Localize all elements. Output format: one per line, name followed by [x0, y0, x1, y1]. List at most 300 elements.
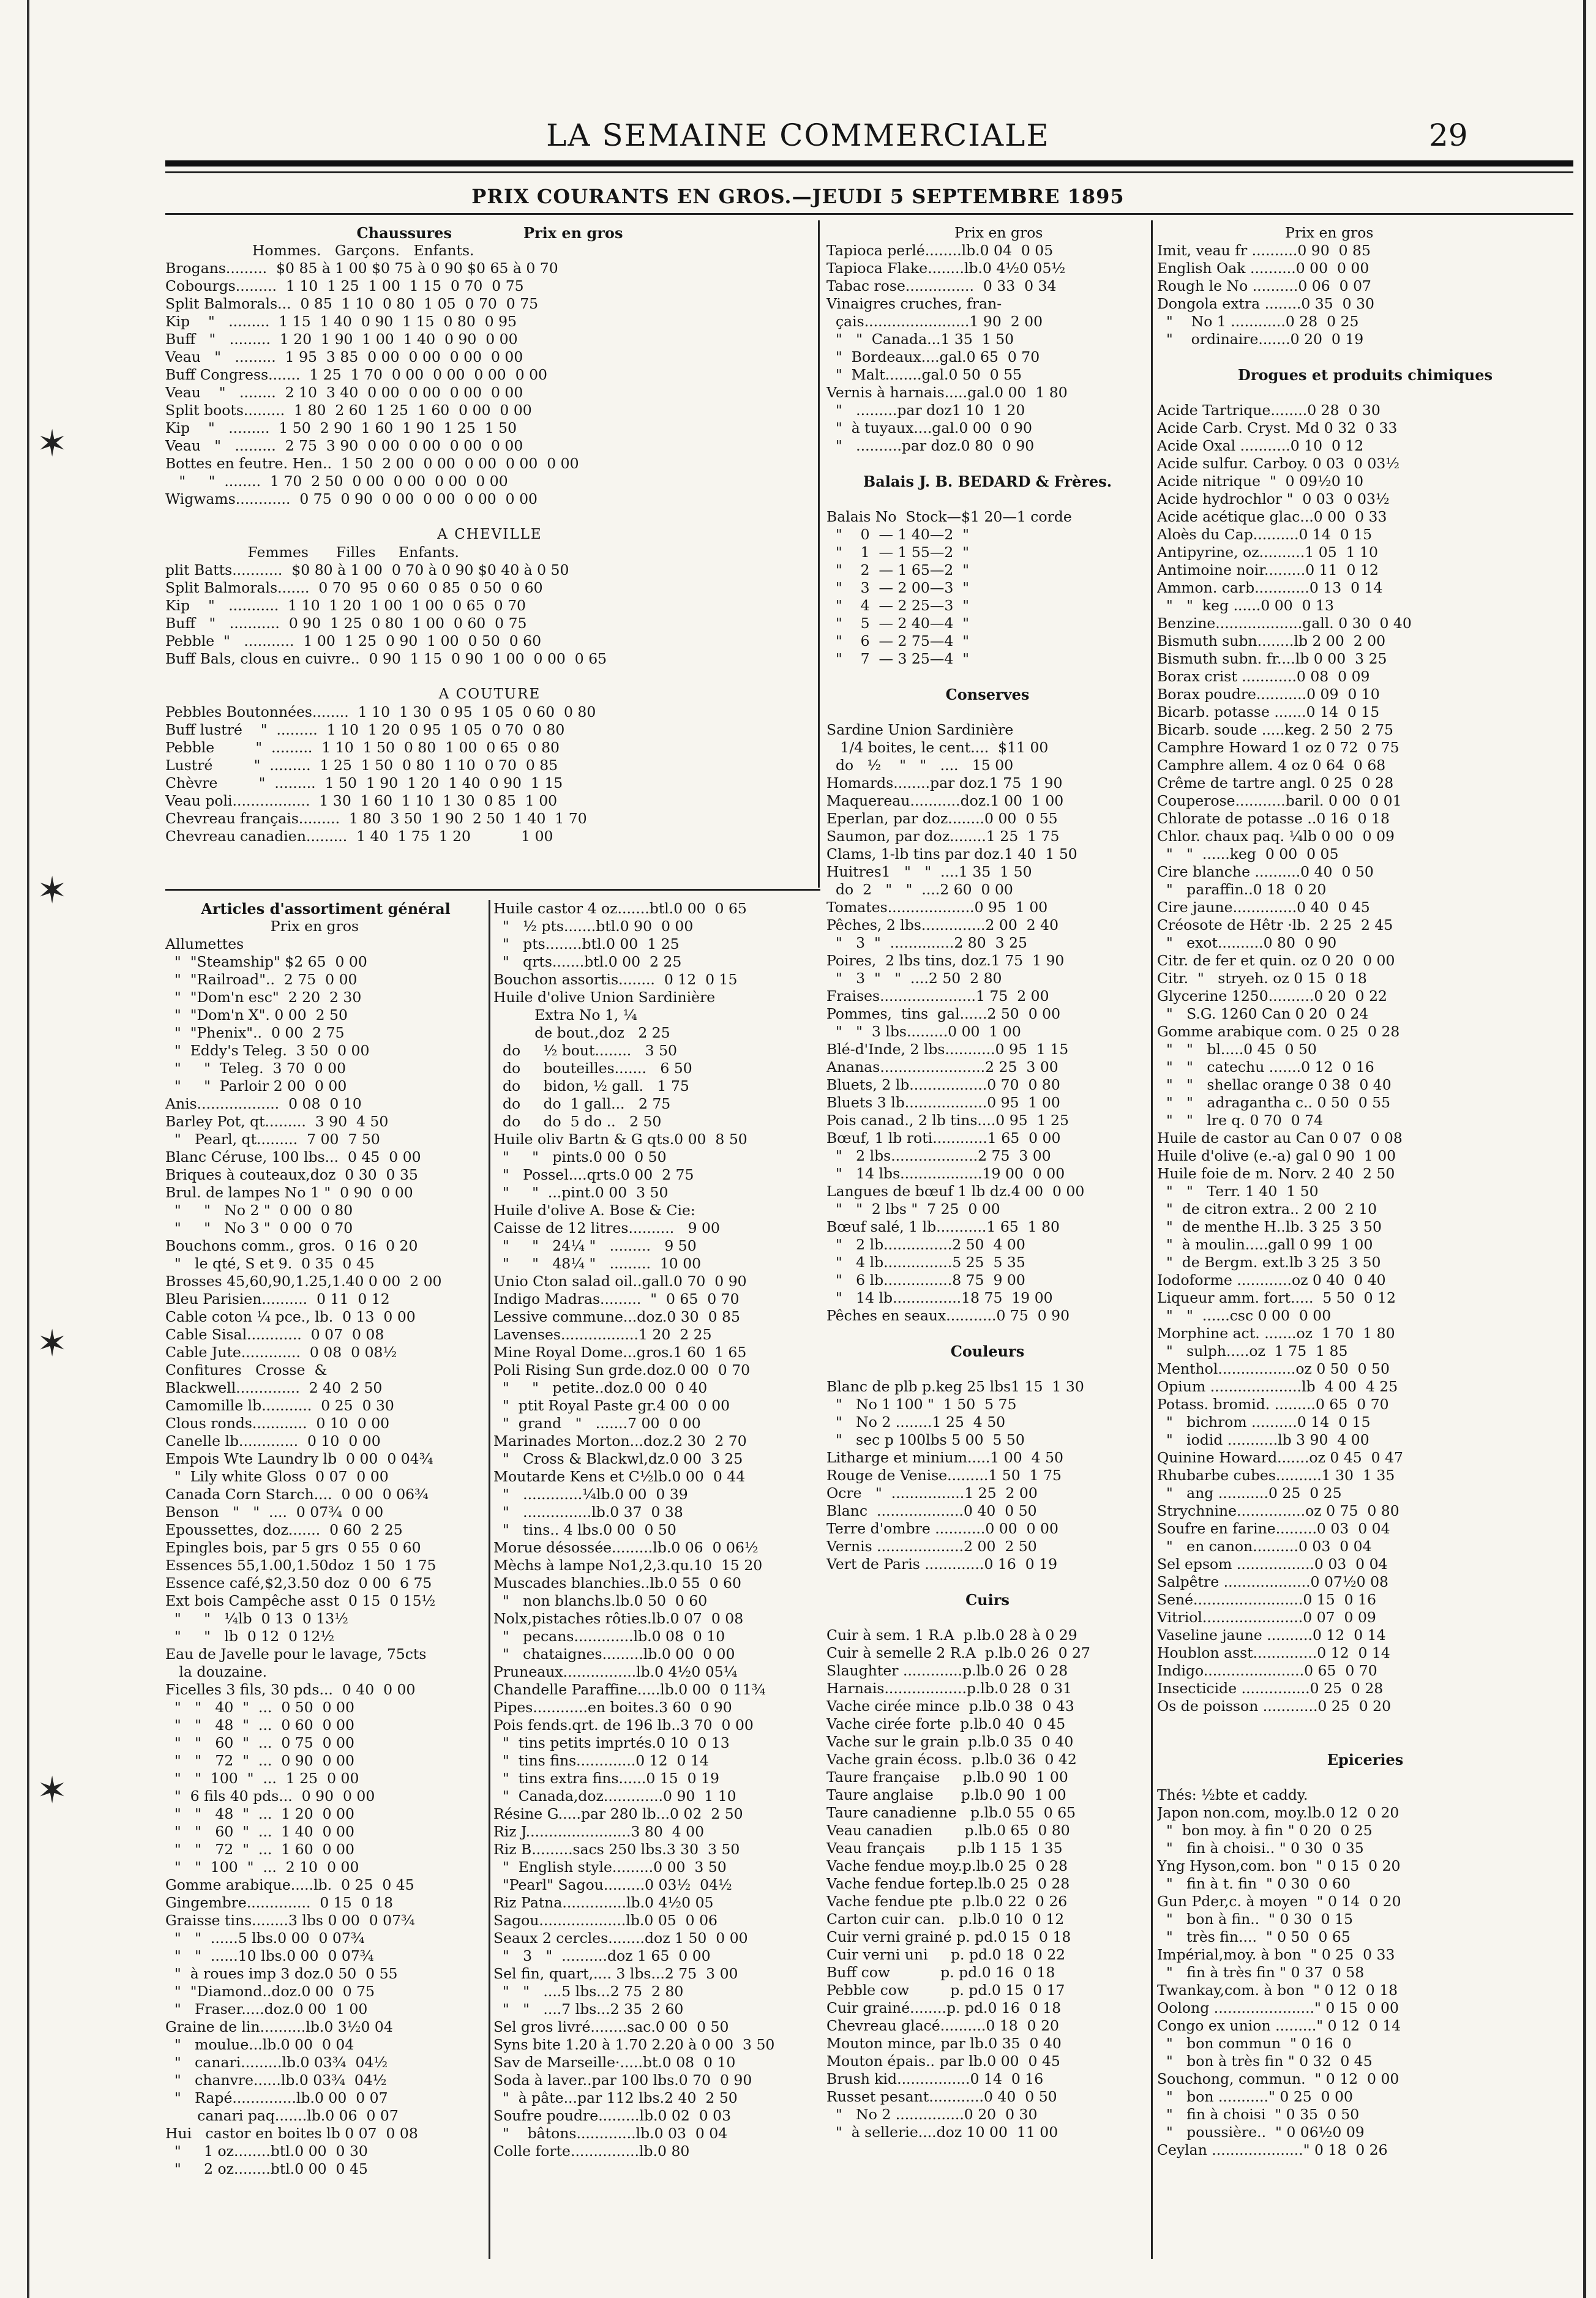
price-line: " de citron extra.. 2 00 2 10 — [1157, 1200, 1377, 1218]
price-line: Empois Wte Laundry lb 0 00 0 04¾ — [165, 1450, 433, 1467]
price-line: Acide acétique glac...0 00 0 33 — [1157, 508, 1387, 525]
price-line: " à sellerie....doz 10 00 11 00 — [826, 2124, 1058, 2141]
price-line: Huile oliv Bartn & G qts.0 00 8 50 — [493, 1131, 747, 1148]
price-line: " fin à t. fin " 0 30 0 60 — [1157, 1875, 1351, 1892]
price-line — [826, 1360, 1148, 1378]
price-line: Chlor. chaux paq. ¼lb 0 00 0 09 — [1157, 828, 1395, 845]
price-line: Vaseline jaune ..........0 12 0 14 — [1157, 1626, 1386, 1644]
price-line: Balais No Stock—$1 20—1 corde — [826, 508, 1072, 525]
price-line: do bidon, ½ gall. 1 75 — [493, 1077, 689, 1095]
price-line: Muscades blanchies..lb.0 55 0 60 — [493, 1574, 741, 1592]
section-heading: Couleurs — [950, 1342, 1025, 1360]
price-line: " No 1 ............0 28 0 25 — [1157, 313, 1359, 330]
price-line: Sel fin, quart,.... 3 lbs...2 75 3 00 — [493, 1965, 738, 1982]
price-line: Anis.................. 0 08 0 10 — [165, 1095, 362, 1112]
price-line: " de Bergm. ext.lb 3 25 3 50 — [1157, 1254, 1381, 1271]
header-rule-thin — [165, 171, 1573, 173]
price-line: Wigwams............ 0 75 0 90 0 00 0 00 0 00 0 00 — [165, 490, 538, 507]
price-line: Os de poisson ............0 25 0 20 — [1157, 1697, 1392, 1715]
price-line: Bouchon assortis........ 0 12 0 15 — [493, 971, 738, 988]
price-line: Chlorate de potasse ..0 16 0 18 — [1157, 810, 1390, 827]
price-line: " non blanchs.lb.0 50 0 60 — [493, 1592, 708, 1609]
price-line: " 6 fils 40 pds... 0 90 0 00 — [165, 1787, 375, 1805]
price-line: Eperlan, par doz........0 00 0 55 — [826, 810, 1058, 827]
price-line: " poussière.. " 0 06½0 09 — [1157, 2124, 1365, 2141]
price-line: " à pâte...par 112 lbs.2 40 2 50 — [493, 2089, 738, 2106]
price-line: " " No 2 " 0 00 0 80 — [165, 1202, 353, 1219]
price-line: do 2 " " ....2 60 0 00 — [826, 881, 1013, 898]
price-line: Poires, 2 lbs tins, doz.1 75 1 90 — [826, 952, 1065, 969]
page-right-border — [1583, 0, 1586, 2298]
price-line: " "Phenix".. 0 00 2 75 — [165, 1024, 345, 1041]
price-line: Kip " ......... 1 50 2 90 1 60 1 90 1 25 1 50 — [165, 419, 517, 436]
price-line: Pebble " ........... 1 00 1 25 0 90 1 00 0 50 0 60 — [165, 632, 542, 649]
price-line: Prix en gros — [1157, 224, 1374, 241]
price-line: Cuir verni uni p. pd.0 18 0 22 — [826, 1946, 1066, 1963]
price-line: Pois canad., 2 lb tins....0 95 1 25 — [826, 1112, 1069, 1129]
price-line: Maquereau...........doz.1 00 1 00 — [826, 792, 1064, 809]
price-line: " à tuyaux....gal.0 00 0 90 — [826, 419, 1032, 436]
price-line: Rouge de Venise.........1 50 1 75 — [826, 1467, 1062, 1484]
price-line: " bâtons.............lb.0 03 0 04 — [493, 2125, 728, 2142]
price-line — [165, 668, 814, 686]
price-line: " " 3 lbs.........0 00 1 00 — [826, 1023, 1021, 1040]
price-line: " bon à fin.. " 0 30 0 15 — [1157, 1911, 1353, 1928]
price-line: " 2 — 1 65—2 " — [826, 561, 970, 578]
price-line: Veau canadien p.lb.0 65 0 80 — [826, 1822, 1070, 1839]
price-line: Acide sulfur. Carboy. 0 03 0 03½ — [1157, 455, 1400, 472]
price-line: Cuir verni grainé p. pd.0 15 0 18 — [826, 1928, 1071, 1945]
price-line: Taure canadienne p.lb.0 55 0 65 — [826, 1804, 1076, 1821]
price-line: Pebble " ......... 1 10 1 50 0 80 1 00 0 65 0 80 — [165, 739, 560, 756]
price-line: " " 60 " ... 1 40 0 00 — [165, 1823, 354, 1840]
price-line: Carton cuir can. p.lb.0 10 0 12 — [826, 1911, 1065, 1928]
price-line: Bicarb. potasse .......0 14 0 15 — [1157, 703, 1380, 720]
price-line: " " ....5 lbs...2 75 2 80 — [493, 1983, 684, 2000]
price-line: Langues de bœuf 1 lb dz.4 00 0 00 — [826, 1183, 1085, 1200]
price-line: " bon moy. à fin " 0 20 0 25 — [1157, 1822, 1373, 1839]
price-line: Salpêtre ...................0 07½0 08 — [1157, 1573, 1388, 1590]
price-line: " " ....7 lbs...2 35 2 60 — [493, 2000, 684, 2018]
price-line: " "Railroad".. 2 75 0 00 — [165, 971, 358, 988]
price-line: de bout.,doz 2 25 — [493, 1024, 670, 1041]
price-line: " " ......5 lbs.0 00 0 07¾ — [165, 1929, 365, 1947]
price-line: " à moulin.....gall 0 99 1 00 — [1157, 1236, 1373, 1253]
price-line: Liqueur amm. fort..... 5 50 0 12 — [1157, 1289, 1396, 1306]
price-line: " 2 lb...............2 50 4 00 — [826, 1236, 1025, 1253]
price-line: Sel epsom .................0 03 0 04 — [1157, 1555, 1388, 1573]
price-line: Cable Jute............. 0 08 0 08½ — [165, 1344, 397, 1361]
price-line: " tins fins.............0 12 0 14 — [493, 1752, 709, 1769]
price-line: Camomille lb........... 0 25 0 30 — [165, 1397, 394, 1414]
price-line: Ext bois Campêche asst 0 15 0 15½ — [165, 1592, 436, 1609]
price-line — [826, 1325, 1148, 1342]
price-line: Cuir grainé........p. pd.0 16 0 18 — [826, 1999, 1062, 2016]
price-line: " 5 — 2 40—4 " — [826, 615, 970, 632]
price-line: " fin à choisi.. " 0 30 0 35 — [1157, 1840, 1364, 1857]
price-line: Strychnine...............oz 0 75 0 80 — [1157, 1502, 1399, 1519]
price-line: Vernis ...................2 00 2 50 — [826, 1538, 1037, 1555]
price-line: Morue désossée.........lb.0 06 0 06½ — [493, 1539, 759, 1556]
price-line: la douzaine. — [165, 1663, 268, 1680]
price-line: " " keg ......0 00 0 13 — [1157, 597, 1334, 614]
price-line: " bon à très fin " 0 32 0 45 — [1157, 2053, 1373, 2070]
price-line: Bottes en feutre. Hen.. 1 50 2 00 0 00 0 00 0 00 0 00 — [165, 455, 579, 472]
price-line: do bouteilles....... 6 50 — [493, 1060, 692, 1077]
price-line: Veau français p.lb 1 15 1 35 — [826, 1840, 1063, 1857]
price-line: " .........par doz1 10 1 20 — [826, 402, 1025, 419]
page-title: LA SEMAINE COMMERCIALE — [546, 118, 1050, 153]
price-line: Kip " ........... 1 10 1 20 1 00 1 00 0 65 0 70 — [165, 597, 526, 614]
price-line: Ficelles 3 fils, 30 pds... 0 40 0 00 — [165, 1681, 416, 1698]
price-line: Houblon asst..............0 12 0 14 — [1157, 1644, 1390, 1661]
price-line: Lustré " ......... 1 25 1 50 0 80 1 10 0 70 0 85 — [165, 757, 558, 774]
price-line: Moutarde Kens et C½lb.0 00 0 44 — [493, 1468, 746, 1485]
price-line: " 3 " ..............2 80 3 25 — [826, 934, 1027, 951]
price-line: " English style.........0 00 3 50 — [493, 1858, 727, 1876]
punch-mark-icon: ✶ — [37, 422, 68, 465]
price-line: Ananas.......................2 25 3 00 — [826, 1058, 1058, 1076]
price-line: Indigo Madras......... " 0 65 0 70 — [493, 1290, 740, 1308]
price-line: " Eddy's Teleg. 3 50 0 00 — [165, 1042, 370, 1059]
price-line: Terre d'ombre ...........0 00 0 00 — [826, 1520, 1058, 1537]
price-line: Taure française p.lb.0 90 1 00 — [826, 1768, 1068, 1786]
price-line: Nolx,pistaches rôties.lb.0 07 0 08 — [493, 1610, 744, 1627]
price-line: Soda à laver..par 100 lbs.0 70 0 90 — [493, 2072, 752, 2089]
subtitle-rule — [165, 213, 1573, 215]
price-line: Quinine Howard.......oz 0 45 0 47 — [1157, 1449, 1404, 1466]
price-line: Sagou...................lb.0 05 0 06 — [493, 1912, 717, 1929]
price-line: " Pearl, qt......... 7 00 7 50 — [165, 1131, 380, 1148]
price-line: Buff cow p. pd.0 16 0 18 — [826, 1964, 1055, 1981]
section-heading: Cuirs — [965, 1591, 1010, 1609]
price-line: Citr. " stryeh. oz 0 15 0 18 — [1157, 970, 1367, 987]
price-line: "Pearl" Sagou.........0 03½ 04½ — [493, 1876, 732, 1893]
price-line — [826, 490, 1148, 508]
price-line: do do 5 do .. 2 50 — [493, 1113, 662, 1130]
price-line: Litharge et minium.....1 00 4 50 — [826, 1449, 1063, 1466]
price-line: Buff " ........... 0 90 1 25 0 80 1 00 0 60 0 75 — [165, 615, 527, 632]
price-line: Camphre allem. 4 oz 0 64 0 68 — [1157, 757, 1386, 774]
price-line: " " ¼lb 0 13 0 13½ — [165, 1610, 348, 1627]
conserves-couleurs-cuirs-column — [826, 224, 1148, 2141]
price-line: " " lb 0 12 0 12½ — [165, 1628, 335, 1645]
price-line: Chèvre " ......... 1 50 1 90 1 20 1 40 0 90 1 15 — [165, 774, 563, 792]
price-line — [826, 455, 1148, 473]
price-line: Yng Hyson,com. bon " 0 15 0 20 — [1157, 1857, 1401, 1874]
price-line: Citr. de fer et quin. oz 0 20 0 00 — [1157, 952, 1395, 969]
price-line: Twankay,com. à bon " 0 12 0 18 — [1157, 1982, 1398, 1999]
price-line: Antipyrine, oz..........1 05 1 10 — [1157, 544, 1378, 561]
price-line: " tins.. 4 lbs.0 00 0 50 — [493, 1521, 676, 1538]
price-line: " " catechu .......0 12 0 16 — [1157, 1058, 1374, 1076]
price-line: plit Batts........... $0 80 à 1 00 0 70 à 0 90 $0 40 à 0 50 — [165, 561, 569, 578]
price-line: Pêches en seaux...........0 75 0 90 — [826, 1307, 1070, 1324]
price-line: " " 24¼ " ......... 9 50 — [493, 1237, 697, 1254]
price-line: " " Parloir 2 00 0 00 — [165, 1077, 347, 1095]
page-left-border — [27, 0, 29, 2298]
price-line: " " Teleg. 3 70 0 00 — [165, 1060, 347, 1077]
price-line: Epoussettes, doz....... 0 60 2 25 — [165, 1521, 403, 1538]
punch-mark-icon: ✶ — [37, 869, 68, 912]
column-divider-1 — [818, 220, 820, 888]
price-line: Acide Tartrique........0 28 0 30 — [1157, 402, 1381, 419]
price-line: " " 72 " ... 0 90 0 00 — [165, 1752, 354, 1769]
price-line: " 4 lb...............5 25 5 35 — [826, 1254, 1025, 1271]
price-line: " 3 — 2 00—3 " — [826, 579, 970, 596]
price-line: Unio Cton salad oil..gall.0 70 0 90 — [493, 1273, 747, 1290]
price-line: Blanc ...................0 40 0 50 — [826, 1502, 1037, 1519]
price-line: Buff " ......... 1 20 1 90 1 00 1 40 0 90 0 00 — [165, 331, 518, 348]
price-line: Acide hydrochlor " 0 03 0 03½ — [1157, 490, 1390, 507]
price-line: " fin à choisi " 0 35 0 50 — [1157, 2106, 1360, 2123]
price-line: Split Balmorals....... 0 70 95 0 60 0 85 0 50 0 60 — [165, 579, 543, 596]
price-line: Saumon, par doz........1 25 1 75 — [826, 828, 1060, 845]
price-line: Pois fends.qrt. de 196 lb..3 70 0 00 — [493, 1716, 754, 1734]
price-line: " chanvre......lb.0 03¾ 04½ — [165, 2072, 387, 2089]
price-line: " 1 oz........btl.0 00 0 30 — [165, 2143, 368, 2160]
price-line: " " Terr. 1 40 1 50 — [1157, 1183, 1319, 1200]
price-line: " qrts.......btl.0 00 2 25 — [493, 953, 682, 970]
price-line: " No 2 ........1 25 4 50 — [826, 1413, 1006, 1431]
price-line: Résine G.....par 280 lb...0 02 2 50 — [493, 1805, 743, 1822]
price-line: Huile d'olive (e.-a) gal 0 90 1 00 — [1157, 1147, 1396, 1164]
price-line: " " Canada...1 35 1 50 — [826, 331, 1014, 348]
price-line: " Lily white Gloss 0 07 0 00 — [165, 1468, 389, 1485]
price-line: Femmes Filles Enfants. — [165, 544, 460, 561]
price-line: Pebble cow p. pd.0 15 0 17 — [826, 1982, 1065, 1999]
price-line: Vache fendue pte p.lb.0 22 0 26 — [826, 1893, 1068, 1910]
section-heading: A COUTURE — [438, 686, 541, 702]
price-line: " ordinaire.......0 20 0 19 — [1157, 331, 1364, 348]
price-line: Borax crist ............0 08 0 09 — [1157, 668, 1370, 685]
price-line: Marinades Morton...doz.2 30 2 70 — [493, 1432, 747, 1450]
price-line: Bismuth subn........lb 2 00 2 00 — [1157, 632, 1386, 649]
price-line: Essences 55,1.00,1.50doz 1 50 1 75 — [165, 1557, 436, 1574]
price-line: Hommes. Garçons. Enfants. — [165, 242, 474, 259]
section-heading: Articles d'assortiment général — [201, 900, 451, 918]
drogues-epiceries-column — [1157, 224, 1573, 2159]
price-line: Essence café,$2,3.50 doz 0 00 6 75 — [165, 1574, 432, 1592]
price-line: Antimoine noir.........0 11 0 12 — [1157, 561, 1379, 578]
price-line: " 6 — 2 75—4 " — [826, 632, 970, 649]
price-line: " " 72 " ... 1 60 0 00 — [165, 1841, 354, 1858]
price-line: Couperose...........baril. 0 00 0 01 — [1157, 792, 1402, 809]
price-line: " .............¼lb.0 00 0 39 — [493, 1486, 688, 1503]
price-line: " 2 lbs...................2 75 3 00 — [826, 1147, 1051, 1164]
price-line: " " shellac orange 0 38 0 40 — [1157, 1076, 1392, 1093]
price-line: " canari.........lb.0 03¾ 04½ — [165, 2054, 388, 2071]
price-line: Barley Pot, qt......... 3 90 4 50 — [165, 1113, 389, 1130]
price-line: " à roues imp 3 doz.0 50 0 55 — [165, 1965, 398, 1982]
price-line: " tins extra fins......0 15 0 19 — [493, 1770, 719, 1787]
price-line: Borax poudre...........0 09 0 10 — [1157, 686, 1380, 703]
price-line: Soufre poudre.........lb.0 02 0 03 — [493, 2107, 732, 2124]
price-line: " 6 lb...............8 75 9 00 — [826, 1271, 1025, 1289]
price-line: " tins petits imprtés.0 10 0 13 — [493, 1734, 730, 1751]
price-line: " " bl.....0 45 0 50 — [1157, 1041, 1317, 1058]
section-heading: Drogues et produits chimiques — [1238, 366, 1493, 384]
price-line: " 1 — 1 55—2 " — [826, 544, 970, 561]
chaussures-section — [165, 224, 814, 845]
price-line: " " 60 " ... 0 75 0 00 — [165, 1734, 354, 1751]
price-line: Bœuf salé, 1 lb...........1 65 1 80 — [826, 1218, 1060, 1235]
price-line: Pommes, tins gal......2 50 0 00 — [826, 1005, 1061, 1022]
price-line: " sec p 100lbs 5 00 5 50 — [826, 1431, 1025, 1448]
price-line: Kip " ......... 1 15 1 40 0 90 1 15 0 80 0 95 — [165, 313, 517, 330]
price-line: Huitres1 " " ....1 35 1 50 — [826, 863, 1032, 880]
price-line: Vache cirée mince p.lb.0 38 0 43 — [826, 1697, 1074, 1715]
price-line: Cuir à semelle 2 R.A p.lb.0 26 0 27 — [826, 1644, 1091, 1661]
price-line: " 0 — 1 40—2 " — [826, 526, 970, 543]
price-line: Sardine Union Sardinière — [826, 721, 1014, 738]
price-line: " Cross & Blackwl,dz.0 00 3 25 — [493, 1450, 743, 1467]
price-line: Benzine...................gall. 0 30 0 40 — [1157, 615, 1412, 632]
price-line: Sel gros livré........sac.0 00 0 50 — [493, 2018, 729, 2035]
price-line — [1157, 1733, 1573, 1751]
price-line: Thés: ½bte et caddy. — [1157, 1786, 1308, 1803]
price-line: " "Steamship" $2 65 0 00 — [165, 953, 367, 970]
price-line: Riz B.........sacs 250 lbs.3 30 3 50 — [493, 1841, 740, 1858]
price-line: " pts........btl.0 00 1 25 — [493, 935, 680, 953]
price-line: Vache fendue fortep.lb.0 25 0 28 — [826, 1875, 1070, 1892]
price-line: Seaux 2 cercles........doz 1 50 0 00 — [493, 1929, 748, 1947]
price-line: " 14 lb...............18 75 19 00 — [826, 1289, 1053, 1306]
price-line: Cobourgs......... 1 10 1 25 1 00 1 15 0 70 0 75 — [165, 277, 524, 294]
price-line: Homards........par doz.1 75 1 90 — [826, 774, 1063, 792]
price-line — [1157, 384, 1573, 402]
articles-assortiment-column-2 — [493, 900, 818, 2160]
price-line: Canada Corn Starch.... 0 00 0 06¾ — [165, 1486, 429, 1503]
price-line: Opium ....................lb 4 00 4 25 — [1157, 1378, 1398, 1395]
price-line: Cable Sisal............ 0 07 0 08 — [165, 1326, 384, 1343]
price-line: " 3 " " ....2 50 2 80 — [826, 970, 1002, 987]
price-line: Fraises.....................1 75 2 00 — [826, 987, 1049, 1005]
price-line: Huile d'olive Union Sardinière — [493, 989, 716, 1006]
price-line: Menthol.................oz 0 50 0 50 — [1157, 1360, 1390, 1377]
price-line: Blanc Céruse, 100 lbs... 0 45 0 00 — [165, 1148, 421, 1166]
price-line: " " 48 " ... 1 20 0 00 — [165, 1805, 354, 1822]
price-line: Sav de Marseille·.....bt.0 08 0 10 — [493, 2054, 736, 2071]
price-line: Canelle lb............. 0 10 0 00 — [165, 1432, 381, 1450]
price-line: Vernis à harnais.....gal.0 00 1 80 — [826, 384, 1068, 401]
price-line — [165, 508, 814, 526]
price-line: Veau " ......... 2 75 3 90 0 00 0 00 0 00 0 00 — [165, 437, 523, 454]
section-heading: Conserves — [945, 686, 1030, 703]
price-line: Hui castor en boites lb 0 07 0 08 — [165, 2125, 418, 2142]
price-line: " ½ pts.......btl.0 90 0 00 — [493, 918, 694, 935]
price-line: Brosses 45,60,90,1.25,1.40 0 00 2 00 — [165, 1273, 442, 1290]
price-line: Clams, 1-lb tins par doz.1 40 1 50 — [826, 845, 1077, 863]
price-line: çais.......................1 90 2 00 — [826, 313, 1043, 330]
price-line: Dongola extra ........0 35 0 30 — [1157, 295, 1374, 312]
price-line: Rough le No ..........0 06 0 07 — [1157, 277, 1371, 294]
price-line: " " 48 " ... 0 60 0 00 — [165, 1716, 354, 1734]
price-line — [826, 1573, 1148, 1591]
price-line: " Canada,doz.............0 90 1 10 — [493, 1787, 736, 1805]
price-line: Bismuth subn. fr....lb 0 00 3 25 — [1157, 650, 1387, 667]
price-line: Congo ex union ........." 0 12 0 14 — [1157, 2017, 1401, 2034]
section-heading: A CHEVILLE — [437, 526, 542, 542]
price-line: " " adragantha c.. 0 50 0 55 — [1157, 1094, 1391, 1111]
price-line: " ang ...........0 25 0 25 — [1157, 1484, 1342, 1502]
price-line: Tapioca perlé........lb.0 04 0 05 — [826, 242, 1054, 259]
price-line: Soufre en farine.........0 03 0 04 — [1157, 1520, 1390, 1537]
price-line: Epingles bois, par 5 grs 0 55 0 60 — [165, 1539, 421, 1556]
price-line: " bon commun " 0 16 0 — [1157, 2035, 1352, 2052]
section-heading: Epiceries — [1327, 1751, 1404, 1768]
price-line: Slaughter .............p.lb.0 26 0 28 — [826, 1662, 1068, 1679]
price-line: Blanc de plb p.keg 25 lbs1 15 1 30 — [826, 1378, 1084, 1395]
price-line: Mèchs à lampe No1,2,3.qu.10 15 20 — [493, 1557, 763, 1574]
price-line: " en canon..........0 03 0 04 — [1157, 1538, 1372, 1555]
price-line: " pecans.............lb.0 08 0 10 — [493, 1628, 725, 1645]
price-line: " ..........par doz.0 80 0 90 — [826, 437, 1035, 454]
price-line: Imit, veau fr ..........0 90 0 85 — [1157, 242, 1371, 259]
price-line: " " 40 " ... 0 50 0 00 — [165, 1699, 354, 1716]
price-line: " " 100 " ... 2 10 0 00 — [165, 1858, 359, 1876]
price-line: " le qté, S et 9. 0 35 0 45 — [165, 1255, 375, 1272]
punch-mark-icon: ✶ — [37, 1769, 68, 1812]
price-line — [826, 703, 1148, 721]
price-line: Sené........................0 15 0 16 — [1157, 1591, 1376, 1608]
price-line: Graisse tins........3 lbs 0 00 0 07¾ — [165, 1912, 415, 1929]
price-line: " " No 3 " 0 00 0 70 — [165, 1219, 353, 1237]
price-line: " ...............lb.0 37 0 38 — [493, 1503, 683, 1521]
section-heading: Balais J. B. BEDARD & Frères. — [863, 473, 1112, 490]
price-line: Vache sur le grain p.lb.0 35 0 40 — [826, 1733, 1074, 1750]
price-line: " "Dom'n X". 0 00 2 50 — [165, 1006, 348, 1024]
price-line: Split boots......... 1 80 2 60 1 25 1 60 0 00 0 00 — [165, 402, 532, 419]
price-line: " exot..........0 80 0 90 — [1157, 934, 1337, 951]
price-line: Créosote de Hêtr ·lb. 2 25 2 45 — [1157, 916, 1393, 934]
price-line: Allumettes — [165, 935, 244, 953]
price-line: Blé-d'Inde, 2 lbs...........0 95 1 15 — [826, 1041, 1069, 1058]
price-line: Veau poli................. 1 30 1 60 1 10 1 30 0 85 1 00 — [165, 792, 558, 809]
price-line: Chevreau canadien......... 1 40 1 75 1 20 1 00 — [165, 828, 553, 845]
price-line: Gun Pder,c. à moyen " 0 14 0 20 — [1157, 1893, 1401, 1910]
price-line: Cire jaune..............0 40 0 45 — [1157, 899, 1370, 916]
price-line: do ½ " " .... 15 00 — [826, 757, 1014, 774]
price-line: Vert de Paris .............0 16 0 19 — [826, 1555, 1058, 1573]
price-line: Cable coton ¼ pce., lb. 0 13 0 00 — [165, 1308, 416, 1325]
price-line: Bœuf, 1 lb roti............1 65 0 00 — [826, 1129, 1061, 1147]
price-line: " " ...pint.0 00 3 50 — [493, 1184, 669, 1201]
price-line: Blackwell.............. 2 40 2 50 — [165, 1379, 383, 1396]
price-line: Camphre Howard 1 oz 0 72 0 75 — [1157, 739, 1399, 756]
price-line: Split Balmorals... 0 85 1 10 0 80 1 05 0 70 0 75 — [165, 295, 539, 312]
price-line: Gomme arabique.....lb. 0 25 0 45 — [165, 1876, 414, 1893]
price-line: Briques à couteaux,doz 0 30 0 35 — [165, 1166, 418, 1183]
price-line: Acide Oxal ...........0 10 0 12 — [1157, 437, 1364, 454]
price-line: Huile foie de m. Norv. 2 40 2 50 — [1157, 1165, 1395, 1182]
price-line: " " ......10 lbs.0 00 0 07¾ — [165, 1947, 374, 1964]
price-line: " No 2 ...............0 20 0 30 — [826, 2106, 1038, 2123]
price-line: Glycerine 1250..........0 20 0 22 — [1157, 987, 1387, 1005]
price-line: Cire blanche ..........0 40 0 50 — [1157, 863, 1374, 880]
price-line — [1157, 1768, 1573, 1786]
price-line: " " pints.0 00 0 50 — [493, 1148, 667, 1166]
price-line: " bichrom ..........0 14 0 15 — [1157, 1413, 1371, 1431]
price-line: " " 48¼ " ......... 10 00 — [493, 1255, 702, 1272]
price-line: " 2 oz........btl.0 00 0 45 — [165, 2160, 368, 2177]
price-line: Brul. de lampes No 1 " 0 90 0 00 — [165, 1184, 413, 1201]
price-line: Pipes............en boites.3 60 0 90 — [493, 1699, 732, 1716]
price-line: Caisse de 12 litres.......... 9 00 — [493, 1219, 720, 1237]
price-line: Huile castor 4 oz.......btl.0 00 0 65 — [493, 900, 747, 917]
price-line: Brush kid................0 14 0 16 — [826, 2070, 1044, 2087]
price-line: Prix en gros — [826, 224, 1043, 241]
